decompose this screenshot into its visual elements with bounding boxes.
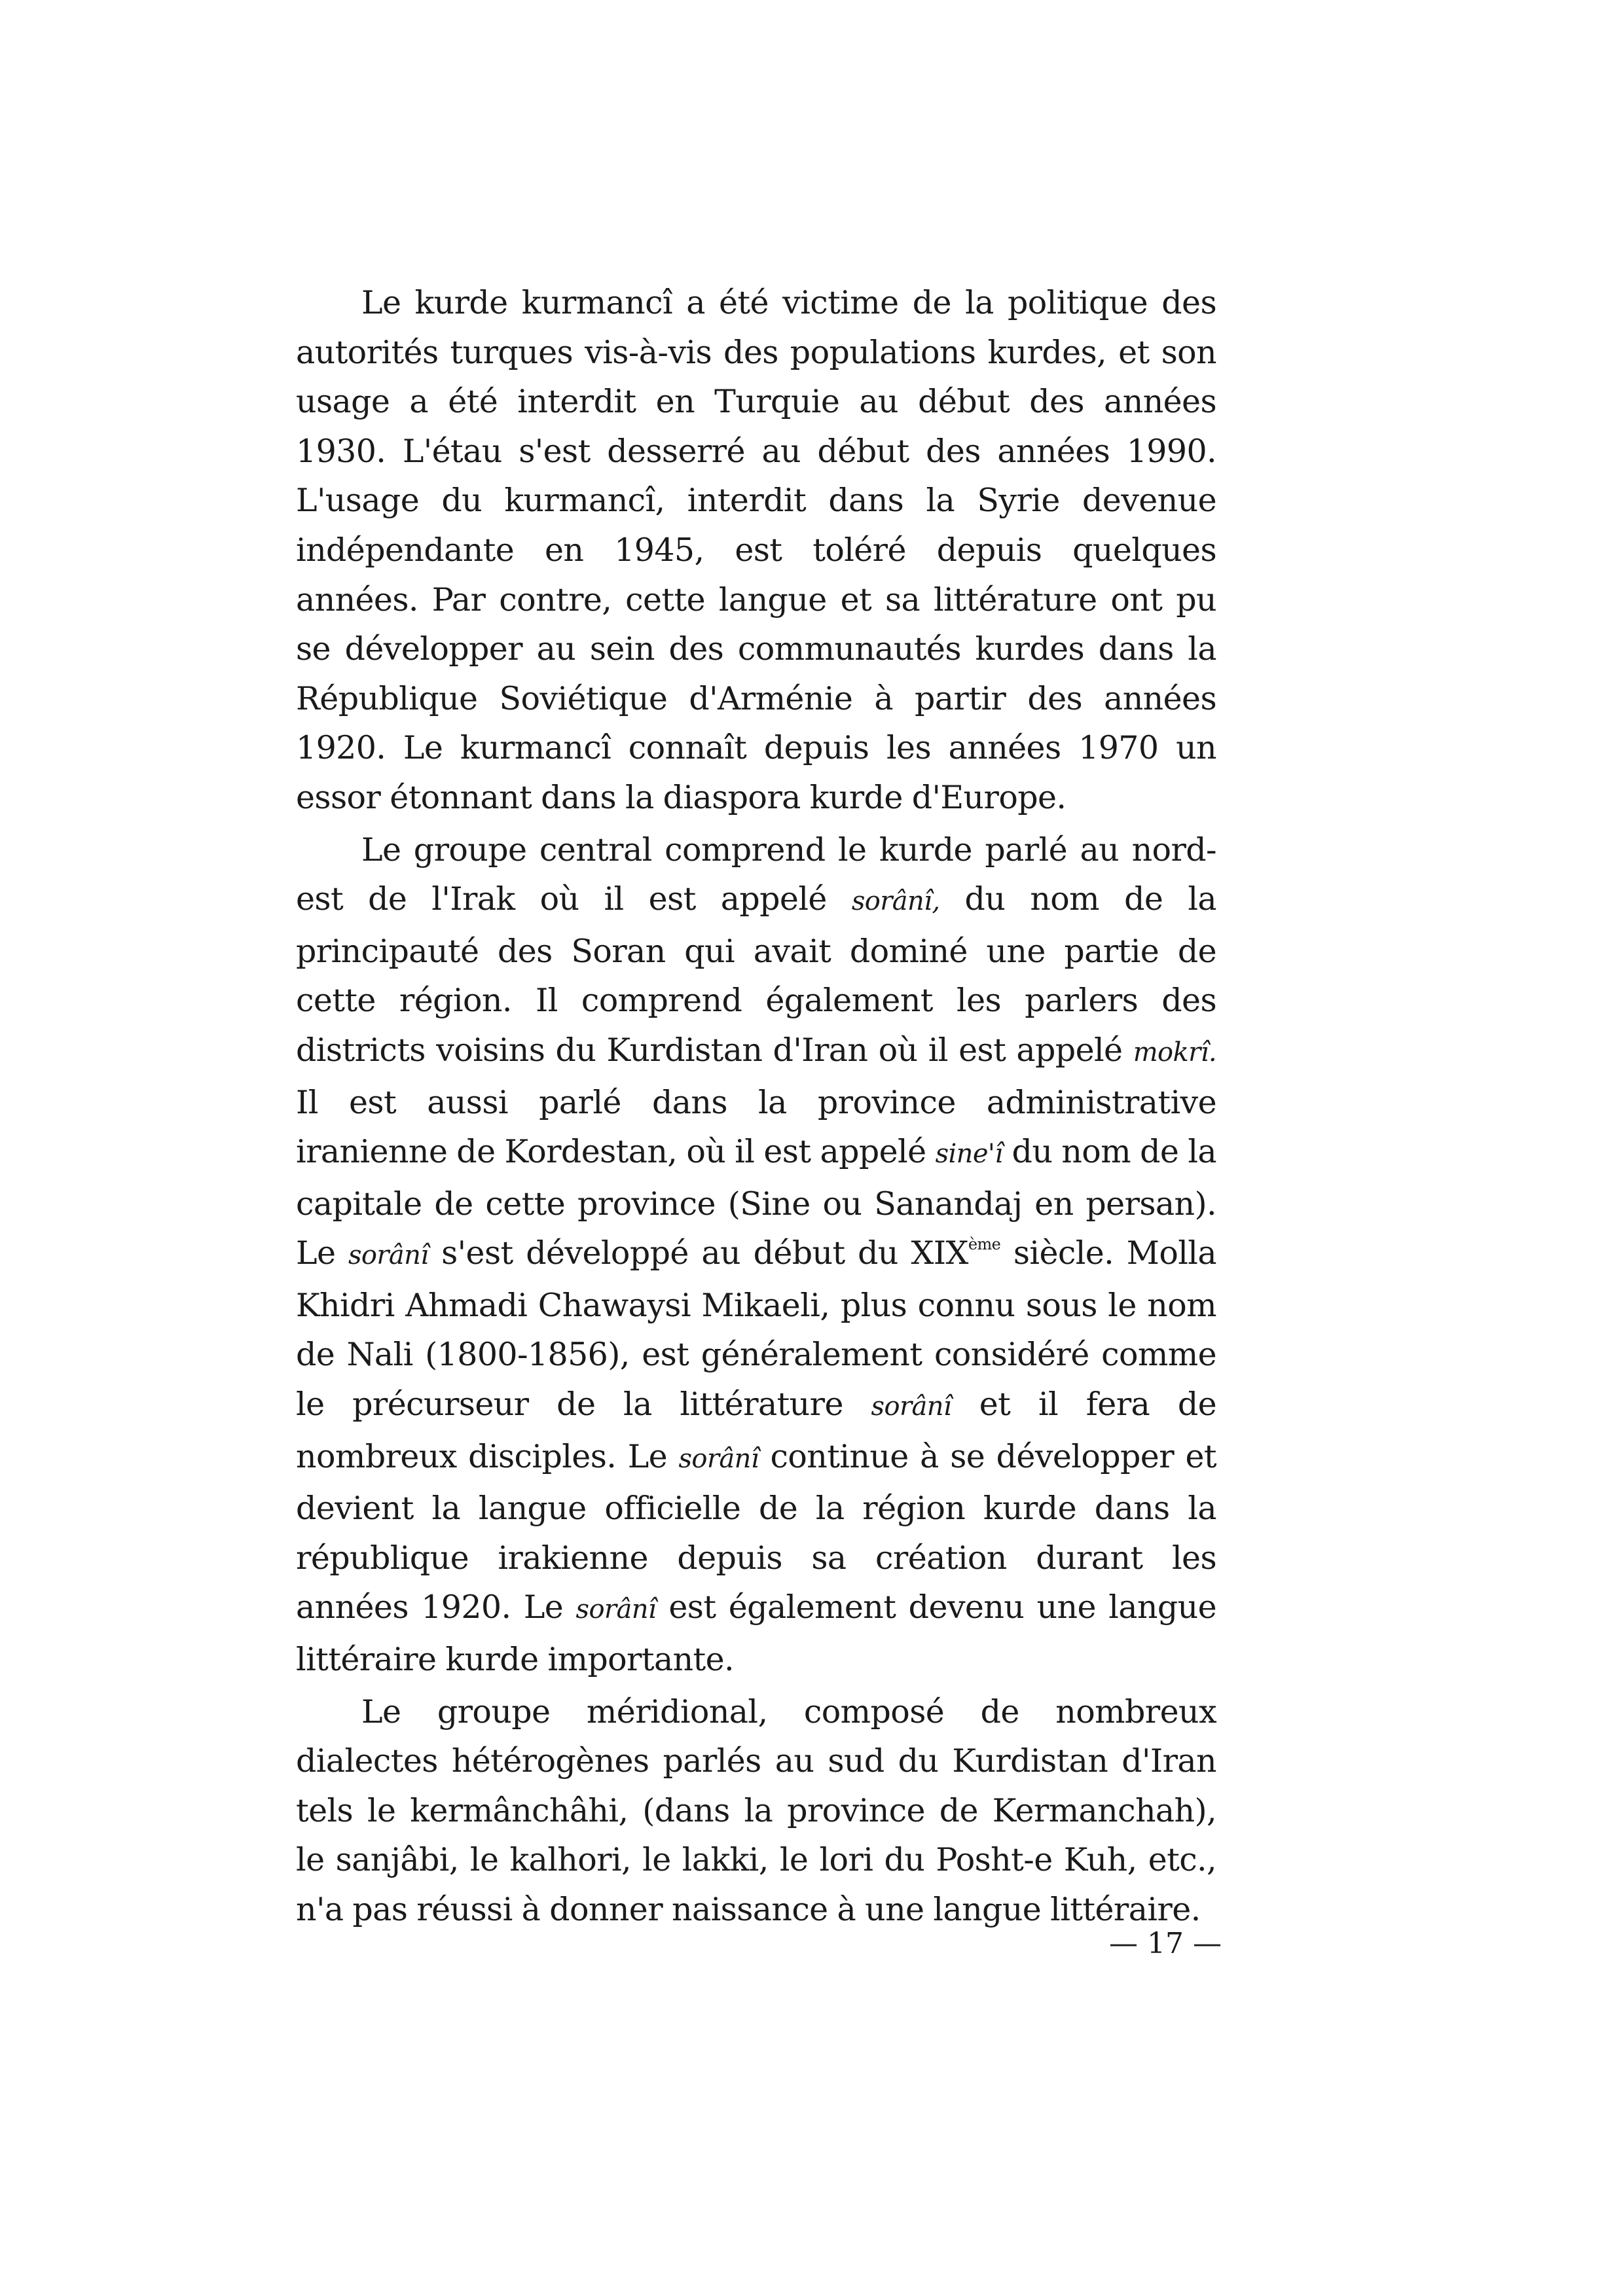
italic-term: sorânî [575,1594,657,1625]
text-run: Le kurde kurmancî a été victime de la politique des autorités turques vis-à-vis des populations kurdes, et son usage a été interdit en Turquie au début des années 1930. L'étau s'est desserré au début des années 1990. L'usage du kurmancî, interdit dans la Syrie devenue indépendante en 1945, est toléré depuis quelques années. Par contre, cette langue et sa littérature ont pu se développer au sein des communautés kurdes dans la République Soviétique d'Arménie à partir des années 1920. Le kurmancî connaît depuis les années 1970 un essor étonnant dans la diaspora kurde d'Europe. [296,284,1216,816]
page-number: — 17 — [1109,1927,1222,1960]
paragraph-southern-group [296,1687,1216,1935]
text-run: Il est aussi parlé dans la province administrative iranienne de Kordestan, où il est appelé [296,1083,1216,1171]
text-run: et il fera de nombreux disciples. Le [296,1386,1216,1475]
italic-term: mokrî. [1133,1037,1216,1067]
text-run: continue à se développer et devient la langue officielle de la région kurde dans la république irakienne depuis sa création durant les années 1920. Le [296,1437,1216,1626]
body-text [296,278,1216,1935]
italic-term: sine'î [935,1139,1003,1170]
italic-term: sorânî [871,1391,952,1422]
italic-term: sorânî [348,1240,429,1271]
superscript: ème [968,1235,1001,1254]
paragraph-kurmanci [296,278,1216,823]
text-run: siècle. Molla Khidri Ahmadi Chawaysi Mikaeli, plus connu sous le nom de Nali (1800-1856), est généralement considéré comme le précurseur de la littérature [296,1234,1216,1424]
text-run: s'est développé au début du XIX [428,1234,968,1272]
text-run: Le groupe méridional, composé de nombreux dialectes hétérogènes parlés au sud du Kurdistan d'Iran tels le kermânchâhi, (dans la province de Kermanchah), le sanjâbi, le kalhori, le lakki, le lori du Posht-e Kuh, etc., n'a pas réussi à donner naissance à une langue littéraire. [296,1693,1216,1928]
text-run: du nom de la principauté des Soran qui avait dominé une partie de cette région. Il comprend également les parlers des districts voisins du Kurdistan d'Iran où il est appelé [296,880,1217,1069]
text-run: du nom de la capitale de cette province (Sine ou Sanandaj en persan). Le [296,1133,1216,1272]
italic-term: sorânî, [851,886,940,917]
paragraph-central-group [296,825,1216,1685]
italic-term: sorânî [678,1443,759,1474]
text-run: Le groupe central comprend le kurde parlé au nord-est de l'Irak où il est appelé [296,831,1216,918]
text-run: est également devenu une langue littéraire kurde importante. [296,1588,1216,1679]
